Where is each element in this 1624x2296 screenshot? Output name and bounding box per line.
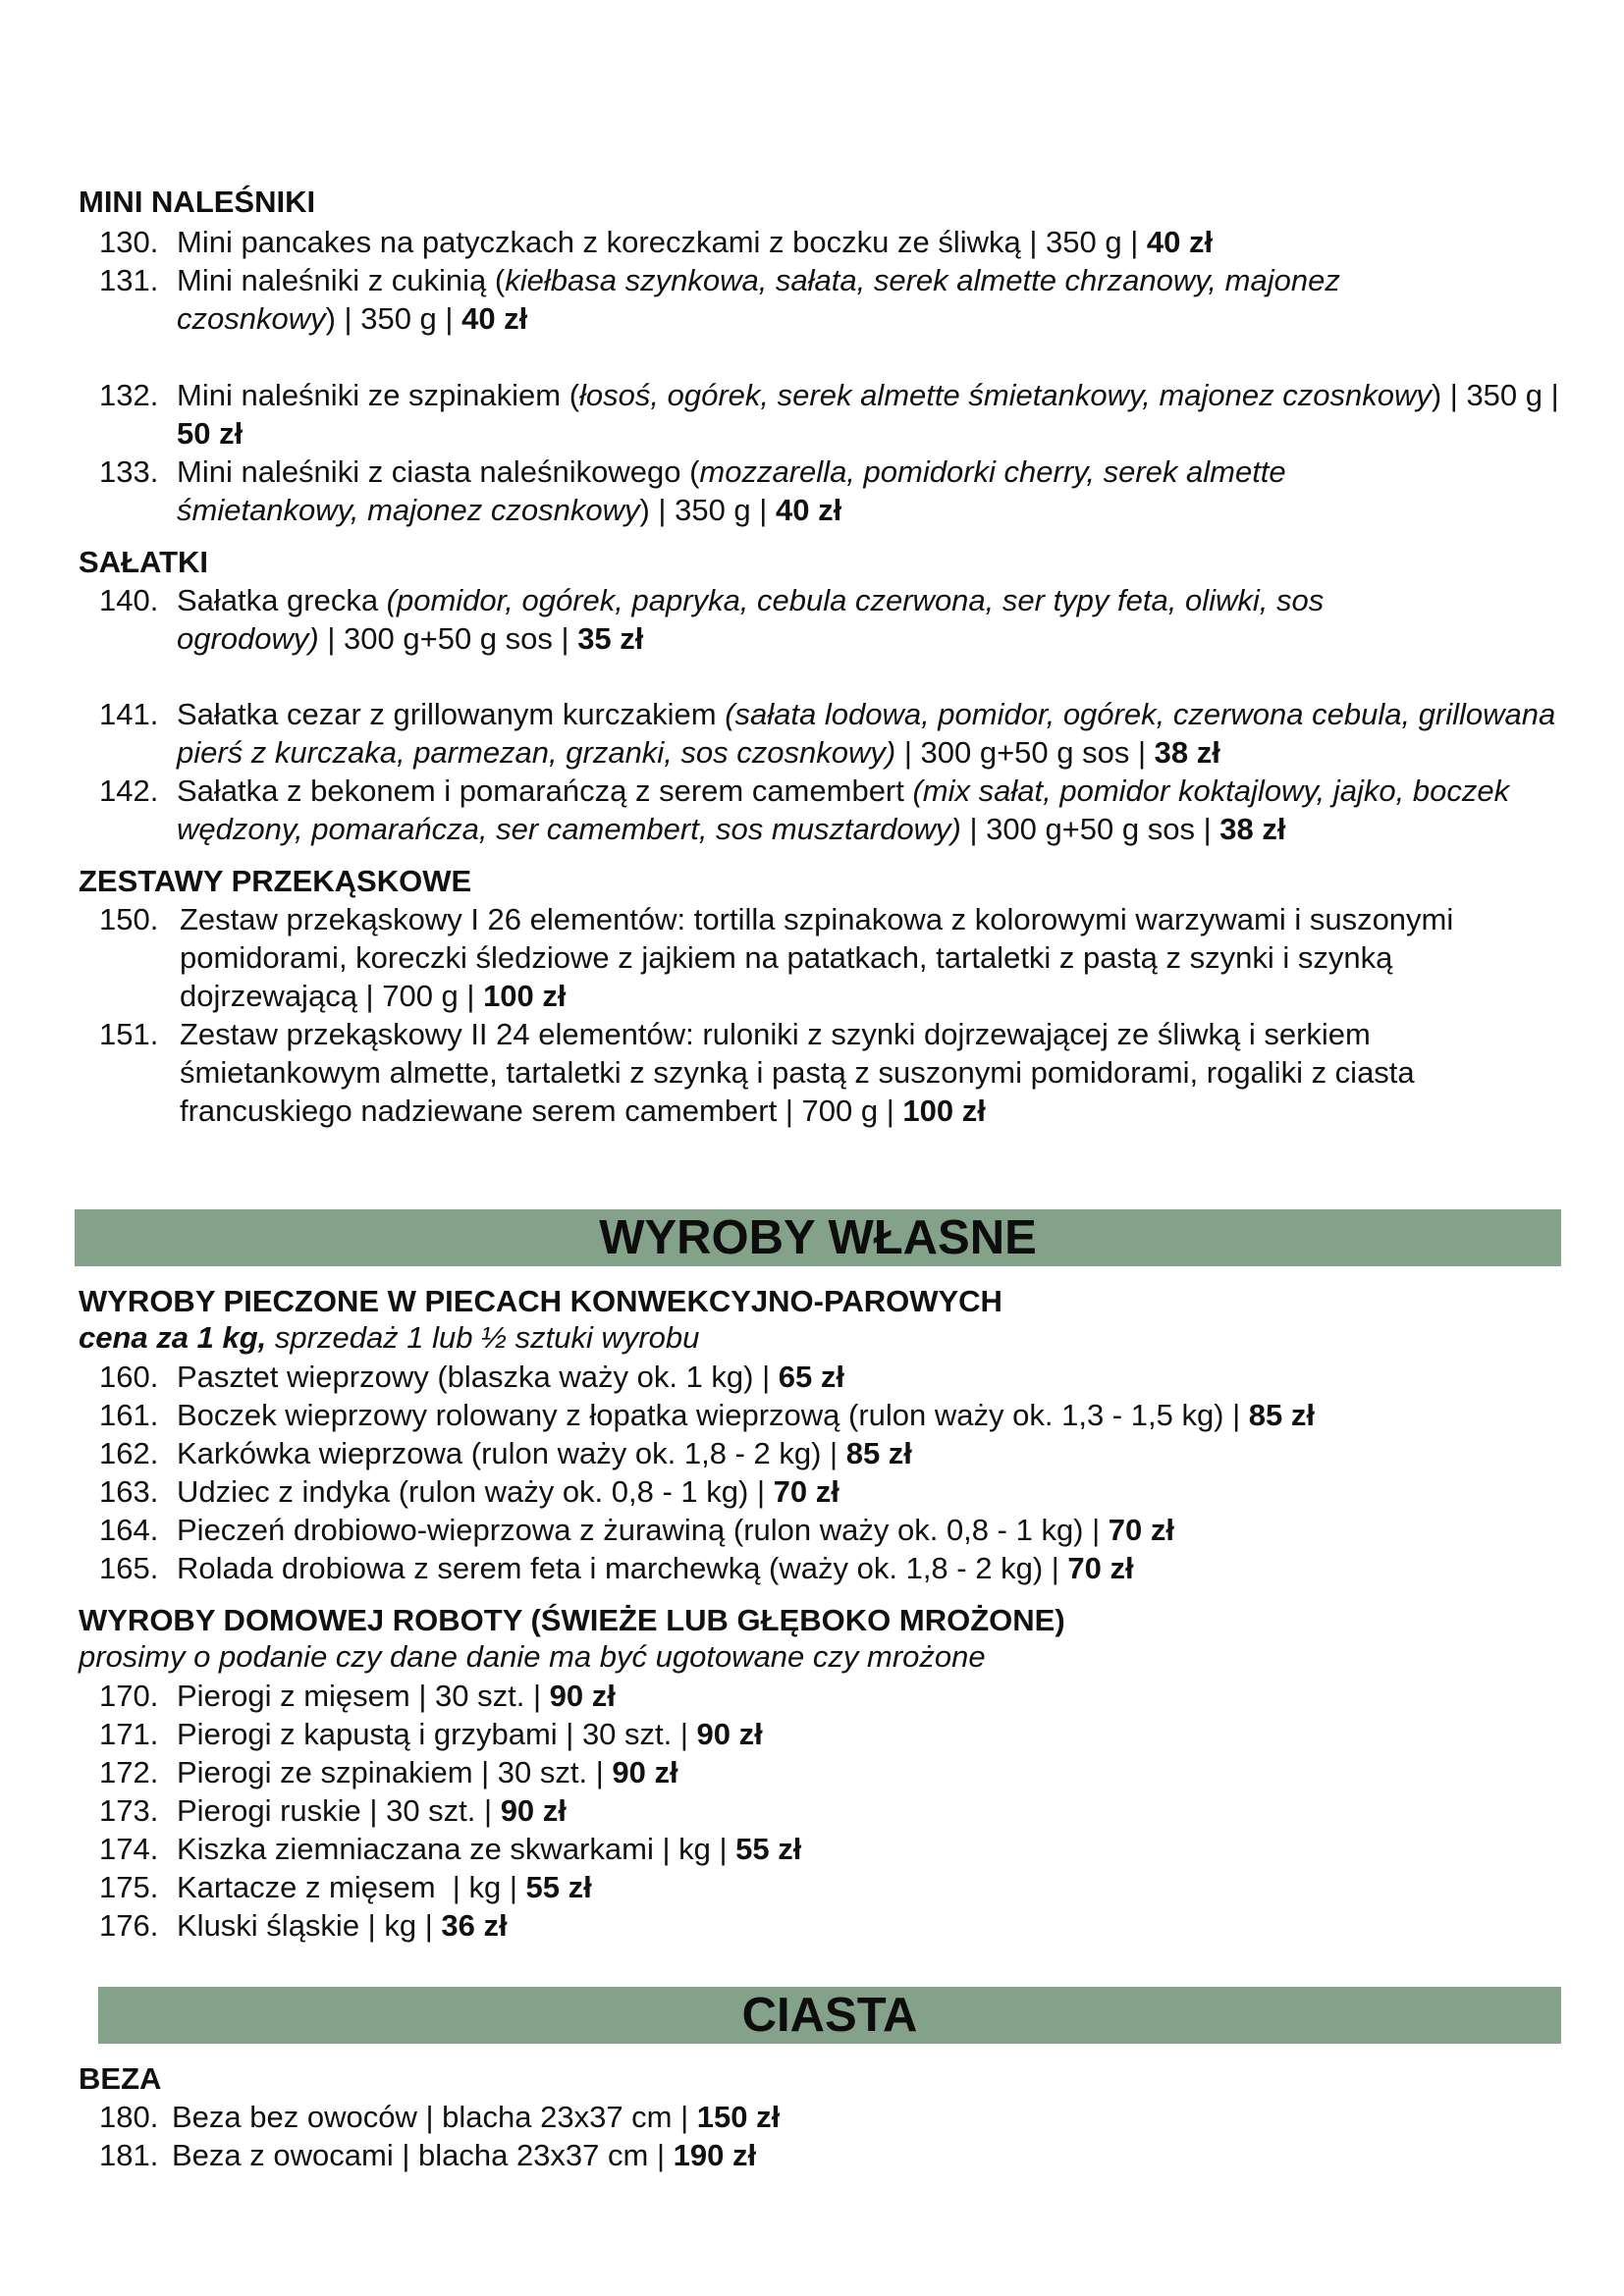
item-text: Pierogi z kapustą i grzybami | 30 szt. | <box>177 1717 697 1751</box>
menu-item-132 <box>79 376 1571 453</box>
banner-ciasta: CIASTA <box>98 1987 1561 2044</box>
menu-item-133 <box>79 453 1414 529</box>
section-title-wyroby-pieczone: WYROBY PIECZONE W PIECACH KONWEKCYJNO-PAROWYCH <box>79 1284 1002 1318</box>
item-number: 161. <box>99 1398 159 1432</box>
item-price: 90 zł <box>500 1793 567 1828</box>
item-price: 65 zł <box>778 1360 844 1394</box>
item-price: 55 zł <box>735 1832 802 1866</box>
item-number: 176. <box>99 1908 159 1943</box>
subtitle-rest: sprzedaż 1 lub ½ sztuki wyrobu <box>266 1320 700 1355</box>
item-ingredients: mozzarella, pomidorki cherry, serek almette śmietankowy, majonez czosnkowy <box>177 454 1286 527</box>
banner-wyroby-wlasne: WYROBY WŁASNE <box>75 1209 1561 1266</box>
item-price: 40 zł <box>461 301 528 336</box>
item-number: 150. <box>99 902 159 936</box>
item-price: 90 zł <box>612 1755 678 1789</box>
item-price: 35 zł <box>577 621 644 656</box>
item-text: Sałatka cezar z grillowanym kurczakiem <box>177 697 726 731</box>
item-number: 130. <box>99 225 159 259</box>
item-price: 85 zł <box>845 1436 912 1470</box>
menu-item-180 <box>79 2098 1571 2136</box>
item-price: 100 zł <box>483 979 567 1013</box>
item-price: 100 zł <box>902 1094 986 1128</box>
item-text: Beza bez owoców | blacha 23x37 cm | <box>172 2100 697 2134</box>
item-number: 131. <box>99 263 159 297</box>
item-text: Pieczeń drobiowo-wieprzowa z żurawiną (rulon waży ok. 0,8 - 1 kg) | <box>177 1513 1109 1547</box>
item-price: 70 zł <box>773 1474 839 1509</box>
item-number: 140. <box>99 583 159 617</box>
item-text: Mini pancakes na patyczkach z koreczkami z boczku ze śliwką | 350 g | <box>177 225 1147 259</box>
section-title-wyroby-domowe: WYROBY DOMOWEJ ROBOTY (ŚWIEŻE LUB GŁĘBOKO MROŻONE) <box>79 1603 1065 1637</box>
menu-item-161 <box>79 1396 1571 1434</box>
item-text: Pasztet wieprzowy (blaszka waży ok. 1 kg) | <box>177 1360 779 1394</box>
item-text: Pierogi ze szpinakiem | 30 szt. | <box>177 1755 613 1789</box>
item-text: Zestaw przekąskowy I 26 elementów: tortilla szpinakowa z kolorowymi warzywami i suszonymi pomidorami, koreczki śledziowe z jajkiem na patatkach, tartaletki z pastą z szynki i szynką dojrzewającą | 700 g | <box>180 902 1454 1013</box>
item-number: 132. <box>99 378 159 412</box>
menu-item-171 <box>79 1715 1571 1753</box>
item-price: 90 zł <box>696 1717 763 1751</box>
menu-item-162 <box>79 1434 1571 1472</box>
item-text: Mini naleśniki ze szpinakiem ( <box>177 378 580 412</box>
item-text: Kartacze z mięsem | kg | <box>177 1870 526 1904</box>
menu-item-181 <box>79 2136 1571 2174</box>
item-number: 163. <box>99 1474 159 1509</box>
item-text-tail: ) | 350 g | <box>639 493 776 527</box>
item-number: 174. <box>99 1832 159 1866</box>
item-text-tail: ) | 350 g | <box>325 301 462 336</box>
menu-item-151 <box>79 1015 1571 1130</box>
section-subtitle-pieczone <box>79 1320 699 1356</box>
item-text: Beza z owocami | blacha 23x37 cm | <box>172 2138 674 2172</box>
item-ingredients: kiełbasa szynkowa, sałata, serek almette chrzanowy, majonez czosnkowy <box>177 263 1340 336</box>
menu-item-176 <box>79 1906 1571 1945</box>
item-ingredients: (mix sałat, pomidor koktajlowy, jajko, boczek wędzony, pomarańcza, ser camembert, sos musztardowy) <box>177 774 1510 846</box>
item-price: 40 zł <box>775 493 842 527</box>
item-number: 180. <box>99 2100 159 2134</box>
item-price: 190 zł <box>673 2138 757 2172</box>
item-text: Karkówka wieprzowa (rulon waży ok. 1,8 - 2 kg) | <box>177 1436 846 1470</box>
menu-item-170 <box>79 1677 1571 1715</box>
section-title-salatki: SAŁATKI <box>79 545 209 579</box>
menu-item-160 <box>79 1358 1571 1396</box>
menu-item-164 <box>79 1511 1571 1549</box>
item-price: 90 zł <box>549 1679 616 1713</box>
item-price: 70 zł <box>1067 1551 1134 1585</box>
item-number: 170. <box>99 1679 159 1713</box>
item-text: Pierogi ruskie | 30 szt. | <box>177 1793 501 1828</box>
item-price: 38 zł <box>1219 812 1286 846</box>
item-text: Udziec z indyka (rulon waży ok. 0,8 - 1 kg) | <box>177 1474 774 1509</box>
item-price: 85 zł <box>1248 1398 1315 1432</box>
item-text-tail: | 300 g+50 g sos | <box>960 812 1220 846</box>
item-number: 141. <box>99 697 159 731</box>
item-text: Mini naleśniki z ciasta naleśnikowego ( <box>177 454 700 489</box>
item-price: 150 zł <box>696 2100 781 2134</box>
item-text: Mini naleśniki z cukinią ( <box>177 263 506 297</box>
item-text: Sałatka z bekonem i pomarańczą z serem camembert <box>177 774 913 808</box>
section-subtitle-domowe: prosimy o podanie czy dane danie ma być ugotowane czy mrożone <box>79 1639 986 1674</box>
item-text: Kluski śląskie | kg | <box>177 1908 442 1943</box>
menu-item-142 <box>79 772 1571 848</box>
item-number: 172. <box>99 1755 159 1789</box>
item-text-tail: | 300 g+50 g sos | <box>895 735 1155 770</box>
item-price: 36 zł <box>441 1908 508 1943</box>
item-ingredients: (pomidor, ogórek, papryka, cebula czerwona, ser typy feta, oliwki, sos ogrodowy) <box>177 583 1325 656</box>
item-text-tail: ) | 350 g | <box>1431 378 1559 412</box>
section-title-mini-nalesniki: MINI NALEŚNIKI <box>79 185 316 219</box>
menu-item-131 <box>79 261 1453 338</box>
menu-item-174 <box>79 1830 1571 1868</box>
item-price: 50 zł <box>177 416 244 451</box>
menu-item-163 <box>79 1472 1571 1511</box>
item-number: 160. <box>99 1360 159 1394</box>
item-price: 38 zł <box>1154 735 1220 770</box>
item-number: 165. <box>99 1551 159 1585</box>
menu-item-165 <box>79 1549 1571 1587</box>
item-ingredients: (sałata lodowa, pomidor, ogórek, czerwona cebula, grillowana pierś z kurczaka, parmezan, grzanki, sos czosnkowy) <box>177 697 1556 770</box>
item-price: 70 zł <box>1108 1513 1175 1547</box>
menu-item-172 <box>79 1753 1571 1791</box>
section-title-beza: BEZA <box>79 2061 162 2096</box>
item-text: Pierogi z mięsem | 30 szt. | <box>177 1679 550 1713</box>
subtitle-bold: cena za 1 kg, <box>79 1320 267 1355</box>
item-number: 142. <box>99 774 159 808</box>
menu-item-175 <box>79 1868 1571 1906</box>
item-text: Rolada drobiowa z serem feta i marchewką (waży ok. 1,8 - 2 kg) | <box>177 1551 1068 1585</box>
item-price: 40 zł <box>1146 225 1214 259</box>
item-number: 162. <box>99 1436 159 1470</box>
item-text: Sałatka grecka <box>177 583 387 617</box>
item-ingredients: łosoś, ogórek, serek almette śmietankowy, majonez czosnkowy <box>579 378 1432 412</box>
item-number: 151. <box>99 1017 159 1051</box>
menu-item-173 <box>79 1791 1571 1830</box>
item-text: Zestaw przekąskowy II 24 elementów: ruloniki z szynki dojrzewającej ze śliwką i serkiem śmietankowym almette, tartaletki z szynką i pastą z suszonymi pomidorami, rogaliki z ciasta francuskiego nadziewane serem camembert | 700 g | <box>180 1017 1415 1128</box>
item-number: 181. <box>99 2138 159 2172</box>
item-text: Boczek wieprzowy rolowany z łopatka wieprzową (rulon waży ok. 1,3 - 1,5 kg) | <box>177 1398 1249 1432</box>
item-text-tail: | 300 g+50 g sos | <box>318 621 578 656</box>
item-number: 164. <box>99 1513 159 1547</box>
item-number: 175. <box>99 1870 159 1904</box>
menu-item-130 <box>79 223 1571 261</box>
item-number: 173. <box>99 1793 159 1828</box>
item-price: 55 zł <box>525 1870 592 1904</box>
menu-item-140 <box>79 581 1453 658</box>
item-text: Kiszka ziemniaczana ze skwarkami | kg | <box>177 1832 736 1866</box>
item-number: 133. <box>99 454 159 489</box>
item-number: 171. <box>99 1717 159 1751</box>
menu-item-141 <box>79 695 1571 772</box>
menu-item-150 <box>79 900 1571 1015</box>
section-title-zestawy: ZESTAWY PRZEKĄSKOWE <box>79 864 472 898</box>
